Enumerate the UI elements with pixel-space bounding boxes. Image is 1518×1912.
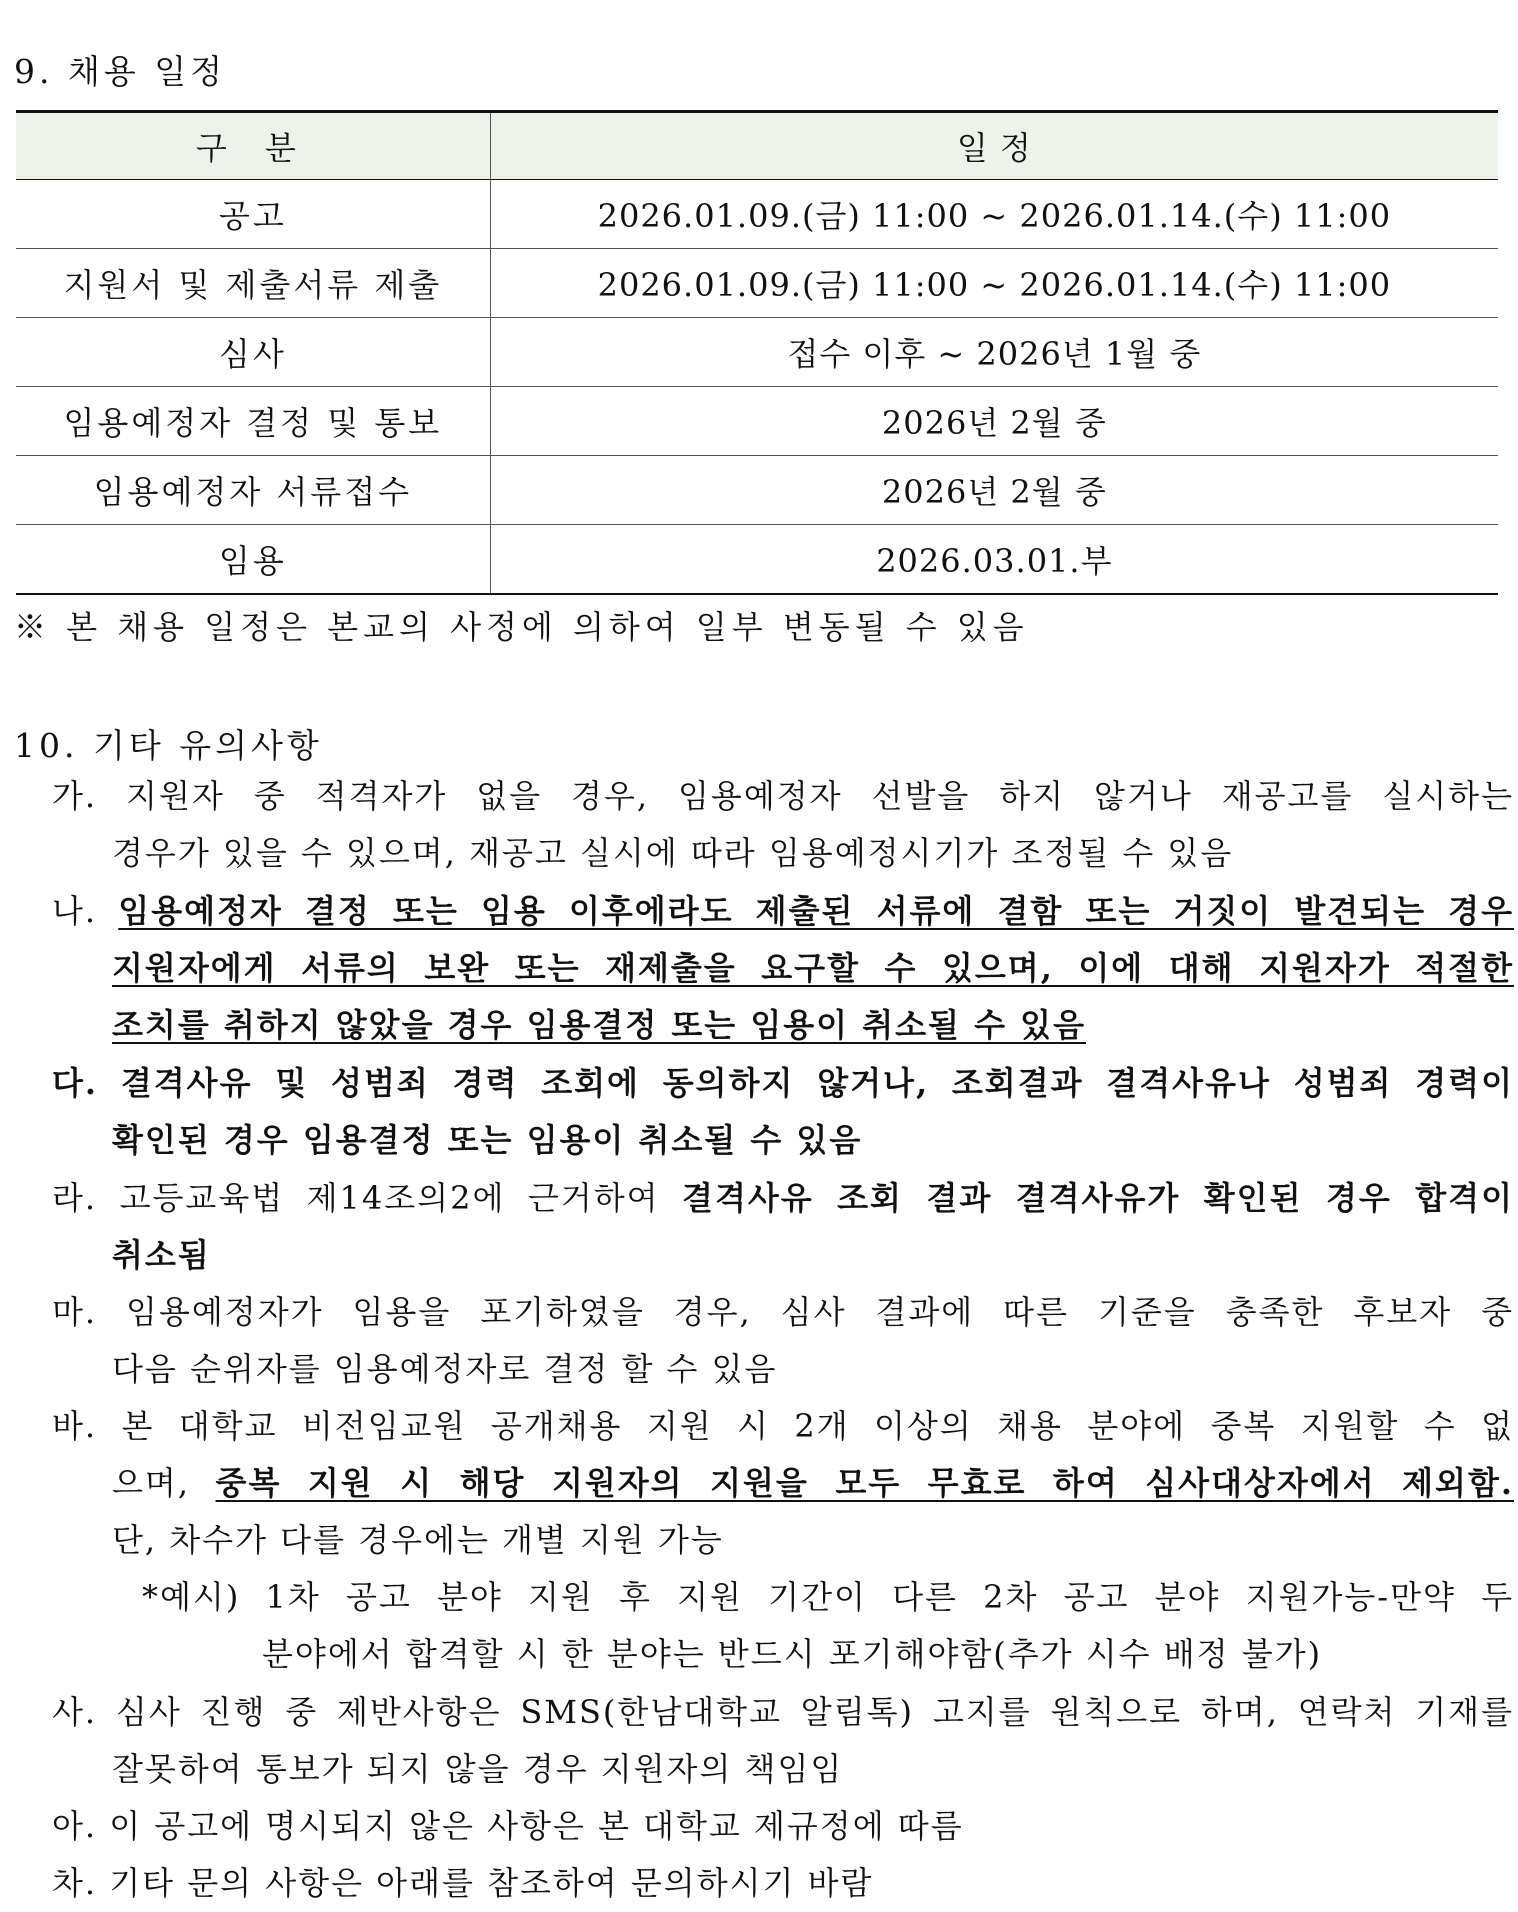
section-9-heading: 9. 채용 일정 xyxy=(14,52,226,91)
example-line: 분야에서 합격할 시 한 분야는 반드시 포기해야함(추가 시수 배정 불가) xyxy=(262,1635,1323,1673)
list-item-ma xyxy=(52,1284,1514,1398)
item-line: 마. 임용예정자가 임용을 포기하였을 경우, 심사 결과에 따른 기준을 충족한 후보자 중 xyxy=(52,1293,1514,1331)
item-line: 경우가 있을 수 있으며, 재공고 실시에 따라 임용예정시기가 조정될 수 있음 xyxy=(112,834,1234,872)
table-row xyxy=(16,318,1498,387)
list-item-a xyxy=(52,1798,1514,1855)
item-line: 잘못하여 통보가 되지 않을 경우 지원자의 책임임 xyxy=(112,1750,844,1788)
schedule-note: ※ 본 채용 일정은 본교의 사정에 의하여 일부 변동될 수 있음 xyxy=(14,608,1029,646)
row-value: 2026.03.01.부 xyxy=(490,525,1498,595)
item-line xyxy=(52,1170,1514,1227)
item-line xyxy=(112,997,1514,1054)
item-line: 바. 본 대학교 비전임교원 공개채용 지원 시 2개 이상의 채용 분야에 중복 지원할 수 없 xyxy=(52,1407,1514,1445)
row-value: 2026년 2월 중 xyxy=(490,387,1498,456)
row-label: 임용예정자 결정 및 통보 xyxy=(16,387,490,456)
row-label: 임용 xyxy=(16,525,490,595)
item-text: 라. 고등교육법 제14조의2에 근거하여 xyxy=(52,1179,683,1217)
list-item-cha xyxy=(52,1855,1514,1912)
row-value: 2026.01.09.(금) 11:00 ~ 2026.01.14.(수) 11:00 xyxy=(490,180,1498,249)
list-item-ra xyxy=(52,1170,1514,1284)
row-label: 심사 xyxy=(16,318,490,387)
list-item-na xyxy=(52,883,1514,1054)
item-text: 으며, xyxy=(112,1464,216,1502)
item-line: 단, 차수가 다를 경우에는 개별 지원 가능 xyxy=(112,1521,724,1559)
item-line xyxy=(52,883,1514,940)
list-item-da xyxy=(52,1055,1514,1169)
row-value: 2026.01.09.(금) 11:00 ~ 2026.01.14.(수) 11:00 xyxy=(490,249,1498,318)
emphasized-text: 조치를 취하지 않았을 경우 임용결정 또는 임용이 취소될 수 있음 xyxy=(112,1006,1086,1044)
row-label: 공고 xyxy=(16,180,490,249)
row-value: 2026년 2월 중 xyxy=(490,456,1498,525)
table-row xyxy=(16,387,1498,456)
table-row xyxy=(16,525,1498,595)
item-line: 아. 이 공고에 명시되지 않은 사항은 본 대학교 제규정에 따름 xyxy=(52,1807,964,1845)
item-line: 가. 지원자 중 적격자가 없을 경우, 임용예정자 선발을 하지 않거나 재공고를 실시하는 xyxy=(52,777,1514,815)
table-row xyxy=(16,249,1498,318)
table-row xyxy=(16,456,1498,525)
item-line: 차. 기타 문의 사항은 아래를 참조하여 문의하시기 바람 xyxy=(52,1864,874,1902)
table-header-row xyxy=(16,112,1498,180)
item-line xyxy=(112,1455,1514,1512)
emphasized-text: 임용예정자 결정 또는 임용 이후에라도 제출된 서류에 결함 또는 거짓이 발견되는 경우 xyxy=(118,892,1514,930)
item-line: 사. 심사 진행 중 제반사항은 SMS(한남대학교 알림톡) 고지를 원칙으로 하며, 연락처 기재를 xyxy=(52,1693,1514,1731)
header-category: 구 분 xyxy=(16,112,490,180)
item-line: 다음 순위자를 임용예정자로 결정 할 수 있음 xyxy=(112,1350,778,1388)
table-row xyxy=(16,180,1498,249)
list-item-ba xyxy=(52,1398,1514,1683)
list-item-sa xyxy=(52,1684,1514,1798)
item-line: 다. 결격사유 및 성범죄 경력 조회에 동의하지 않거나, 조회결과 결격사유나 성범죄 경력이 xyxy=(52,1064,1514,1102)
emphasized-text: 결격사유 조회 결과 결격사유가 확인된 경우 합격이 xyxy=(682,1179,1514,1217)
item-line: 확인된 경우 임용결정 또는 임용이 취소될 수 있음 xyxy=(112,1121,863,1159)
section-10-heading: 10. 기타 유의사항 xyxy=(14,726,323,765)
row-label: 임용예정자 서류접수 xyxy=(16,456,490,525)
schedule-table xyxy=(16,110,1498,595)
emphasized-text: 중복 지원 시 해당 지원자의 지원을 모두 무효로 하여 심사대상자에서 제외함. xyxy=(215,1464,1515,1502)
item-line: 취소됨 xyxy=(112,1236,211,1274)
example-line: *예시) 1차 공고 분야 지원 후 지원 기간이 다른 2차 공고 분야 지원가능-만약 두 xyxy=(142,1578,1514,1616)
emphasized-text: 지원자에게 서류의 보완 또는 재제출을 요구할 수 있으며, 이에 대해 지원자가 적절한 xyxy=(112,949,1514,987)
row-label: 지원서 및 제출서류 제출 xyxy=(16,249,490,318)
header-schedule: 일 정 xyxy=(490,112,1498,180)
row-value: 접수 이후 ~ 2026년 1월 중 xyxy=(490,318,1498,387)
list-item-ga xyxy=(52,768,1514,882)
item-prefix: 나. xyxy=(52,892,119,930)
